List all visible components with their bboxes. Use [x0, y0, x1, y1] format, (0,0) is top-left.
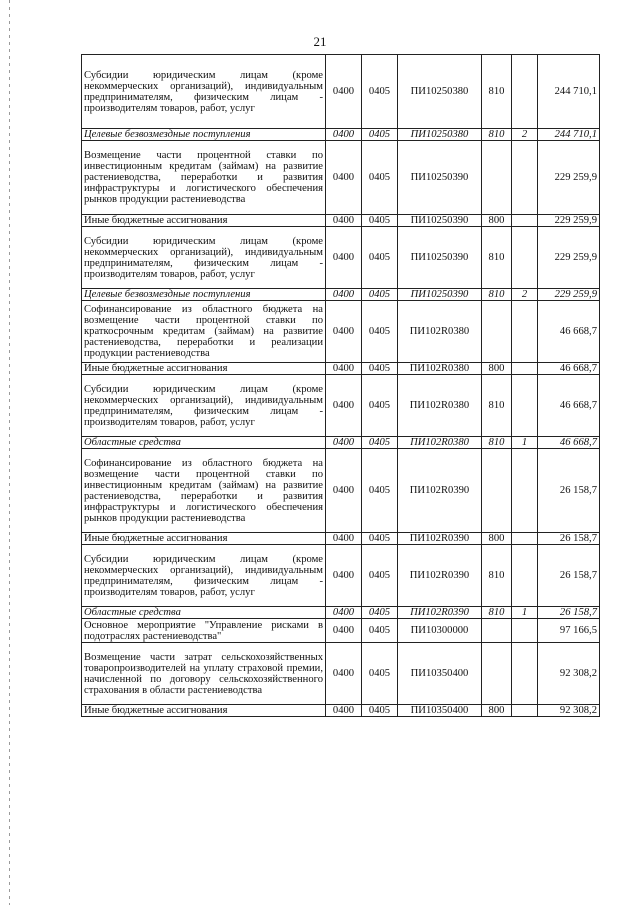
subsection-code-cell: 0405: [362, 129, 398, 141]
subsection-code-cell: 0405: [362, 289, 398, 301]
amount-cell: 26 158,7: [538, 607, 600, 619]
target-code-cell: ПИ10250390: [398, 215, 482, 227]
row-name-cell: Иные бюджетные ассигнования: [82, 533, 326, 545]
row-name-cell: Софинансирование из областного бюджета на возмещение части процентной ставки по краткосрочным кредитам (займам) на развитие растениеводства, переработки и реализации продукции растениеводства: [82, 301, 326, 363]
target-code-cell: ПИ102R0380: [398, 437, 482, 449]
subsection-code-cell: 0405: [362, 437, 398, 449]
scan-margin-line: [9, 0, 10, 905]
amount-cell: 46 668,7: [538, 437, 600, 449]
budget-table-body: [82, 55, 600, 717]
table-row: [82, 129, 600, 141]
target-code-cell: ПИ102R0390: [398, 545, 482, 607]
source-cell: [512, 301, 538, 363]
expense-type-cell: [482, 301, 512, 363]
expense-type-cell: [482, 619, 512, 643]
section-code-cell: 0400: [326, 619, 362, 643]
expense-type-cell: 800: [482, 533, 512, 545]
expense-type-cell: 810: [482, 607, 512, 619]
expense-type-cell: 800: [482, 705, 512, 717]
expense-type-cell: 800: [482, 215, 512, 227]
subsection-code-cell: 0405: [362, 227, 398, 289]
row-name-cell: Основное мероприятие "Управление рисками в подотраслях растениеводства": [82, 619, 326, 643]
amount-cell: 229 259,9: [538, 289, 600, 301]
section-code-cell: 0400: [326, 449, 362, 533]
amount-cell: 26 158,7: [538, 533, 600, 545]
row-name-cell: Целевые безвозмездные поступления: [82, 129, 326, 141]
target-code-cell: ПИ10250390: [398, 289, 482, 301]
section-code-cell: 0400: [326, 705, 362, 717]
amount-cell: 46 668,7: [538, 363, 600, 375]
section-code-cell: 0400: [326, 301, 362, 363]
amount-cell: 244 710,1: [538, 55, 600, 129]
expense-type-cell: 810: [482, 129, 512, 141]
row-name-cell: Областные средства: [82, 607, 326, 619]
section-code-cell: 0400: [326, 607, 362, 619]
table-row: [82, 607, 600, 619]
section-code-cell: 0400: [326, 289, 362, 301]
row-name-cell: Субсидии юридическим лицам (кроме некоммерческих организаций), индивидуальным предпринимателям, физическим лицам - производителям товаров, работ, услуг: [82, 375, 326, 437]
source-cell: [512, 545, 538, 607]
amount-cell: 229 259,9: [538, 215, 600, 227]
table-row: [82, 533, 600, 545]
target-code-cell: ПИ10350400: [398, 705, 482, 717]
expense-type-cell: 810: [482, 289, 512, 301]
row-name-cell: Иные бюджетные ассигнования: [82, 363, 326, 375]
source-cell: [512, 141, 538, 215]
table-row: [82, 375, 600, 437]
amount-cell: 26 158,7: [538, 545, 600, 607]
target-code-cell: ПИ102R0380: [398, 375, 482, 437]
source-cell: [512, 55, 538, 129]
source-cell: 2: [512, 289, 538, 301]
table-row: [82, 289, 600, 301]
subsection-code-cell: 0405: [362, 55, 398, 129]
target-code-cell: ПИ102R0380: [398, 301, 482, 363]
table-row: [82, 437, 600, 449]
target-code-cell: ПИ10250390: [398, 227, 482, 289]
section-code-cell: 0400: [326, 363, 362, 375]
expense-type-cell: 810: [482, 545, 512, 607]
expense-type-cell: [482, 449, 512, 533]
page-number: 21: [313, 34, 327, 49]
source-cell: [512, 533, 538, 545]
budget-table: [81, 54, 600, 717]
subsection-code-cell: 0405: [362, 607, 398, 619]
row-name-cell: Иные бюджетные ассигнования: [82, 705, 326, 717]
table-row: [82, 55, 600, 129]
target-code-cell: ПИ102R0390: [398, 607, 482, 619]
subsection-code-cell: 0405: [362, 141, 398, 215]
amount-cell: 97 166,5: [538, 619, 600, 643]
target-code-cell: ПИ10350400: [398, 643, 482, 705]
source-cell: 1: [512, 437, 538, 449]
target-code-cell: ПИ10300000: [398, 619, 482, 643]
source-cell: [512, 619, 538, 643]
row-name-cell: Иные бюджетные ассигнования: [82, 215, 326, 227]
target-code-cell: ПИ102R0380: [398, 363, 482, 375]
expense-type-cell: [482, 141, 512, 215]
table-row: [82, 643, 600, 705]
section-code-cell: 0400: [326, 141, 362, 215]
amount-cell: 229 259,9: [538, 141, 600, 215]
section-code-cell: 0400: [326, 533, 362, 545]
subsection-code-cell: 0405: [362, 533, 398, 545]
target-code-cell: ПИ102R0390: [398, 449, 482, 533]
source-cell: [512, 227, 538, 289]
subsection-code-cell: 0405: [362, 643, 398, 705]
expense-type-cell: [482, 643, 512, 705]
row-name-cell: Субсидии юридическим лицам (кроме некоммерческих организаций), индивидуальным предпринимателям, физическим лицам - производителям товаров, работ, услуг: [82, 227, 326, 289]
source-cell: [512, 643, 538, 705]
amount-cell: 244 710,1: [538, 129, 600, 141]
expense-type-cell: 810: [482, 55, 512, 129]
target-code-cell: ПИ102R0390: [398, 533, 482, 545]
subsection-code-cell: 0405: [362, 545, 398, 607]
table-row: [82, 705, 600, 717]
target-code-cell: ПИ10250380: [398, 55, 482, 129]
target-code-cell: ПИ10250380: [398, 129, 482, 141]
subsection-code-cell: 0405: [362, 215, 398, 227]
amount-cell: 46 668,7: [538, 301, 600, 363]
source-cell: [512, 449, 538, 533]
row-name-cell: Возмещение части процентной ставки по инвестиционным кредитам (займам) на развитие растениеводства, переработки и развития инфраструктуры и логистического обеспечения рынков продукции растениеводства: [82, 141, 326, 215]
table-row: [82, 227, 600, 289]
section-code-cell: 0400: [326, 129, 362, 141]
row-name-cell: Целевые безвозмездные поступления: [82, 289, 326, 301]
table-row: [82, 545, 600, 607]
expense-type-cell: 810: [482, 227, 512, 289]
row-name-cell: Возмещение части затрат сельскохозяйственных товаропроизводителей на уплату страховой премии, начисленной по договору сельскохозяйственного страхования в области растениеводства: [82, 643, 326, 705]
table-row: [82, 363, 600, 375]
section-code-cell: 0400: [326, 375, 362, 437]
source-cell: [512, 705, 538, 717]
row-name-cell: Субсидии юридическим лицам (кроме некоммерческих организаций), индивидуальным предпринимателям, физическим лицам - производителям товаров, работ, услуг: [82, 55, 326, 129]
amount-cell: 92 308,2: [538, 705, 600, 717]
expense-type-cell: 800: [482, 363, 512, 375]
section-code-cell: 0400: [326, 437, 362, 449]
subsection-code-cell: 0405: [362, 363, 398, 375]
amount-cell: 46 668,7: [538, 375, 600, 437]
target-code-cell: ПИ10250390: [398, 141, 482, 215]
section-code-cell: 0400: [326, 55, 362, 129]
expense-type-cell: 810: [482, 375, 512, 437]
row-name-cell: Областные средства: [82, 437, 326, 449]
source-cell: [512, 363, 538, 375]
source-cell: [512, 375, 538, 437]
section-code-cell: 0400: [326, 643, 362, 705]
subsection-code-cell: 0405: [362, 619, 398, 643]
expense-type-cell: 810: [482, 437, 512, 449]
table-row: [82, 215, 600, 227]
amount-cell: 26 158,7: [538, 449, 600, 533]
amount-cell: 92 308,2: [538, 643, 600, 705]
subsection-code-cell: 0405: [362, 375, 398, 437]
amount-cell: 229 259,9: [538, 227, 600, 289]
subsection-code-cell: 0405: [362, 705, 398, 717]
table-row: [82, 301, 600, 363]
subsection-code-cell: 0405: [362, 449, 398, 533]
section-code-cell: 0400: [326, 227, 362, 289]
section-code-cell: 0400: [326, 545, 362, 607]
source-cell: 1: [512, 607, 538, 619]
row-name-cell: Софинансирование из областного бюджета на возмещение части процентной ставки по инвестиционным кредитам (займам) на развитие растениеводства, переработки и развития инфраструктуры и логистического обеспечения рынков продукции растениеводства: [82, 449, 326, 533]
subsection-code-cell: 0405: [362, 301, 398, 363]
table-row: [82, 619, 600, 643]
source-cell: [512, 215, 538, 227]
table-row: [82, 449, 600, 533]
section-code-cell: 0400: [326, 215, 362, 227]
table-row: [82, 141, 600, 215]
row-name-cell: Субсидии юридическим лицам (кроме некоммерческих организаций), индивидуальным предпринимателям, физическим лицам - производителям товаров, работ, услуг: [82, 545, 326, 607]
source-cell: 2: [512, 129, 538, 141]
